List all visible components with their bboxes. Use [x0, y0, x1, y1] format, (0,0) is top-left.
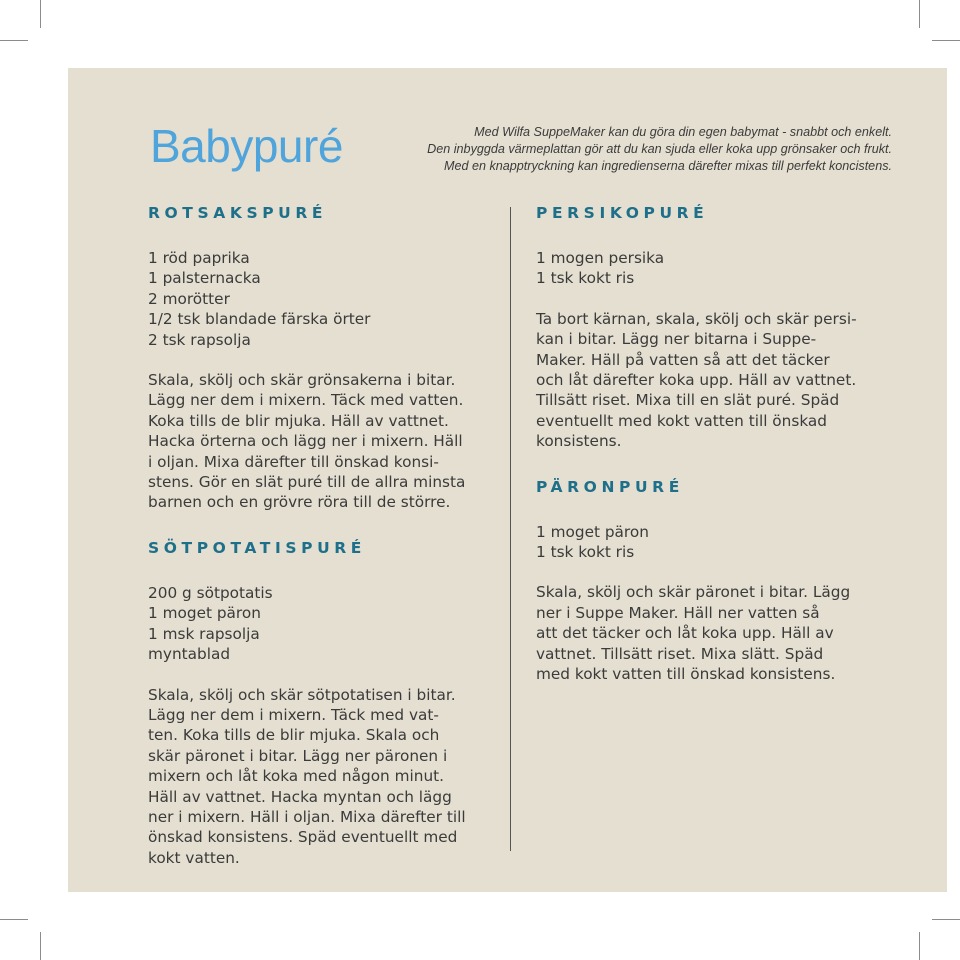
method-text — [536, 582, 881, 684]
ingredient: 1/2 tsk blandade färska örter — [148, 310, 371, 329]
ingredient: 1 röd paprika — [148, 249, 250, 267]
method-line: och låt därefter koka upp. Häll av vattnet. — [536, 371, 857, 390]
method-line: Lägg ner dem i mixern. Täck med vat- — [148, 705, 439, 724]
method-line: i oljan. Mixa därefter till önskad konsi- — [148, 452, 439, 471]
recipe-heading: PERSIKOPURÉ — [536, 204, 709, 222]
method-line: konsistens. — [536, 432, 622, 451]
recipe-sotpotatispure — [148, 535, 493, 868]
column-divider — [510, 207, 511, 851]
crop-mark — [919, 0, 920, 28]
ingredient-list — [148, 248, 493, 350]
left-column — [148, 200, 493, 888]
recipe-heading: PÄRONPURÉ — [536, 477, 684, 496]
crop-mark — [919, 932, 920, 960]
ingredient: 2 tsk rapsolja — [148, 330, 251, 349]
method-line: Hacka örterna och lägg ner i mixern. Häll — [148, 432, 463, 451]
method-line: Skala, skölj och skär päronet i bitar. Lägg — [536, 583, 851, 602]
method-line: stens. Gör en slät puré till de allra minsta — [148, 473, 466, 492]
crop-mark — [40, 932, 41, 960]
intro-line: Den inbyggda värmeplattan gör att du kan sjuda eller koka upp grönsaker och frukt. — [427, 142, 892, 156]
method-line: Tillsätt riset. Mixa till en slät puré. Späd — [536, 391, 840, 410]
ingredient-list — [536, 248, 881, 289]
ingredient: 1 msk rapsolja — [148, 624, 260, 643]
page-title: Babypuré — [150, 120, 343, 172]
method-line: skär päronet i bitar. Lägg ner päronen i — [148, 746, 448, 765]
recipe-heading: SÖTPOTATISPURÉ — [148, 538, 366, 557]
intro-line: Med en knapptryckning kan ingredienserna därefter mixas till perfekt koncistens. — [443, 159, 892, 173]
method-line: vattnet. Tillsätt riset. Mixa slätt. Späd — [536, 644, 824, 663]
ingredient: 200 g sötpotatis — [148, 583, 273, 602]
method-line: Lägg ner dem i mixern. Täck med vatten. — [148, 391, 464, 410]
ingredient-list — [148, 583, 493, 665]
method-line: Skala, skölj och skär grönsakerna i bitar. — [148, 371, 456, 390]
method-line: Häll av vattnet. Hacka myntan och lägg — [148, 787, 452, 806]
method-line: ten. Koka tills de blir mjuka. Skala och — [148, 726, 440, 745]
method-line: Maker. Häll på vatten så att det täcker — [536, 350, 830, 369]
method-line: kan i bitar. Lägg ner bitarna i Suppe- — [536, 330, 817, 349]
ingredient: 1 moget päron — [536, 522, 649, 541]
crop-mark — [40, 0, 41, 28]
method-line: Koka tills de blir mjuka. Häll av vattnet. — [148, 411, 449, 430]
method-line: med kokt vatten till önskad konsistens. — [536, 665, 836, 684]
method-text — [148, 370, 493, 513]
crop-mark — [932, 919, 960, 920]
ingredient: 1 tsk kokt ris — [536, 269, 635, 288]
ingredient: 1 moget päron — [148, 604, 261, 623]
ingredient: 1 mogen persika — [536, 249, 665, 267]
recipe-persikopure — [536, 200, 881, 452]
ingredient: 2 morötter — [148, 289, 230, 308]
method-line: ner i Suppe Maker. Häll ner vatten så — [536, 603, 820, 622]
crop-mark — [932, 40, 960, 41]
recipe-rotsakspure — [148, 200, 493, 513]
crop-mark — [0, 919, 28, 920]
intro-text — [372, 124, 892, 175]
recipe-paronpure — [536, 474, 881, 685]
method-line: ner i mixern. Häll i oljan. Mixa därefter till — [148, 807, 466, 826]
intro-line: Med Wilfa SuppeMaker kan du göra din egen babymat - snabbt och enkelt. — [474, 125, 892, 139]
method-text — [148, 685, 493, 869]
method-text — [536, 309, 881, 452]
crop-mark — [0, 40, 28, 41]
right-column — [536, 200, 881, 705]
method-line: mixern och låt koka med någon minut. — [148, 767, 445, 786]
method-line: att det täcker och låt koka upp. Häll av — [536, 624, 834, 643]
ingredient: 1 tsk kokt ris — [536, 543, 635, 562]
method-line: kokt vatten. — [148, 848, 240, 867]
recipe-heading: ROTSAKSPURÉ — [148, 204, 328, 222]
method-line: Skala, skölj och skär sötpotatisen i bitar. — [148, 685, 456, 704]
ingredient: myntablad — [148, 645, 231, 664]
ingredient: 1 palsternacka — [148, 269, 261, 288]
method-line: barnen och en grövre röra till de större. — [148, 493, 451, 512]
method-line: önskad konsistens. Späd eventuellt med — [148, 828, 458, 847]
ingredient-list — [536, 522, 881, 563]
method-line: Ta bort kärnan, skala, skölj och skär persi- — [536, 309, 857, 328]
method-line: eventuellt med kokt vatten till önskad — [536, 411, 828, 430]
